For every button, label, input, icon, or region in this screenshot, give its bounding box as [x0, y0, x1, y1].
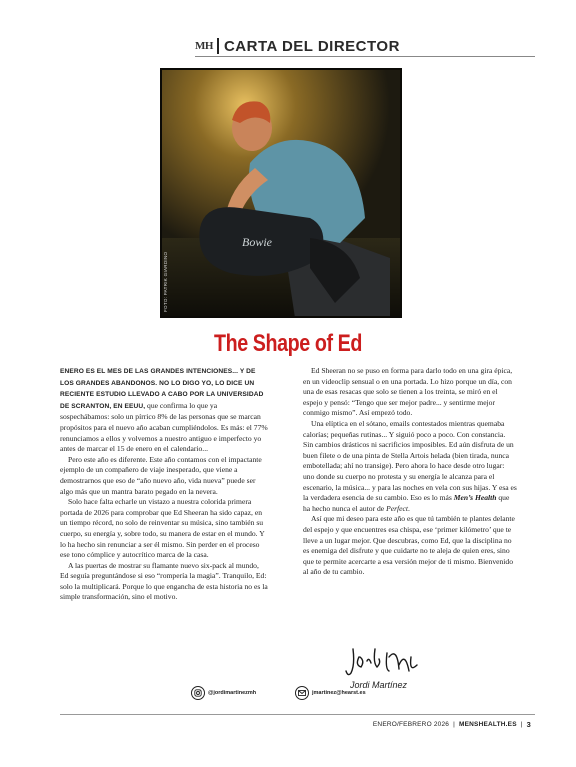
paragraph: Ed Sheeran no se puso en forma para darlo todo en una gira épica, en un videoclip sensual o en una portada. Lo hizo porque un día, con una de esas resacas que solo se tienen a los treinta, se miró en el espejo y pensó: “Tengo que ser mejor padre... y sentirme mejor conmigo mismo”. Así empezó todo.	[303, 366, 513, 418]
email-address: jmartinez@hearst.es	[312, 690, 366, 696]
email-contact[interactable]	[295, 686, 366, 700]
paragraph: A las puertas de mostrar su flamante nuevo six-pack al mundo, Ed seguía preguntándose si eso “rompería la magia”. Tranquilo, Ed: solo la multiplicará. Porque lo que engancha de esta historia no es la simple transformación, sino el motivo.	[60, 560, 268, 602]
signature-name: Jordi Martínez	[350, 680, 408, 690]
header-rule	[195, 56, 535, 57]
footer-separator: |	[453, 721, 455, 728]
paragraph-text: que ha hecho nunca el autor de	[303, 493, 510, 513]
issue-date: ENERO/FEBRERO 2026	[372, 721, 450, 728]
mail-icon	[295, 686, 309, 700]
left-column	[60, 366, 268, 603]
section-title: CARTA DEL DIRECTOR	[223, 37, 400, 55]
cover-photo	[160, 68, 402, 318]
paragraph-text: .	[408, 503, 410, 513]
paragraph: Solo hace falta echarle un vistazo a nuestra colorida primera portada de 2026 para comprobar que Ed Sheeran ha sido capaz, en un tiempo récord, no solo de reinventar su música, sino también su cuerpo, su energía y, sobre todo, su manera de estar en el mundo. Y lo ha hecho sin renunciar a ser él mismo. Sin perder en el proceso ese tono cómplice y autocrítico marca de la casa.	[60, 497, 265, 560]
instagram-handle-text: @jordimartinezmh	[208, 690, 257, 696]
mh-logo: MH	[195, 40, 213, 52]
paragraph-text: Una elíptica en el sótano, emails contestados mientras quemaba calorías; pequeñas rutinas... Y siguió poco a poco. Con constancia. Sin cambios drásticos ni sacrificios imposibles. Ed aún disfruta de un buen filete o de una pinta de Stella Artois helada (bien tirada, nunca embotellada; ahí no transige). Pero ahora lo hace desde otro lugar: uno donde su cuerpo no protesta y su energía le alcanza para el escenario, la música... y para las noches en vela con sus hijas. Y esa es la verdadera esencia de su cambio. Eso es lo más	[303, 418, 517, 503]
website: MENSHEALTH.ES	[459, 721, 517, 728]
paragraph	[60, 366, 268, 455]
album-title: Perfect	[386, 503, 409, 513]
instagram-icon	[191, 686, 205, 700]
page-footer	[373, 720, 531, 729]
paragraph	[303, 419, 517, 514]
page-number: 3	[526, 720, 531, 729]
section-header	[195, 36, 535, 56]
headline: The Shape of Ed	[213, 330, 363, 357]
magazine-name: Men’s Health	[453, 493, 497, 503]
footer-separator: |	[520, 721, 523, 728]
guitar-text: Bowie	[242, 235, 272, 249]
right-column	[303, 366, 517, 578]
paragraph-text: que confirma lo que ya sospechábamos: solo un pírrico 8% de las personas que se marcan propósitos para el nuevo año acaban cumpliéndolos. Es más: el 77% renunciamos a ellos y volvemos a nuestro antiguo e imperfecto yo antes de marcar el 15 de enero en el calendario...	[60, 400, 268, 454]
paragraph: Pero este año es diferente. Este año contamos con el impactante ejemplo de un compañero de viaje inesperado, que viene a demostrarnos que eso de “año nuevo año, vida nueva” puede ser algo más que un mantra barato pegado en la nevera.	[60, 454, 262, 496]
header-divider	[217, 38, 219, 54]
instagram-handle[interactable]	[191, 686, 256, 700]
handwritten-signature	[345, 643, 425, 679]
photo-illustration	[160, 68, 402, 318]
paragraph: Así que mi deseo para este año es que tú también te plantes delante del espejo y que encuentres esa chispa, ese ‘primer kilómetro’ que te lleve a un lugar mejor. Que descubras, como Ed, que la disciplina no es enemiga del disfrute y que cuidarte no te aleja de quien eres, sino que te permite acercarte a esa versión mejor de ti mismo. Bienvenido al año de tu cambio.	[303, 514, 515, 577]
lead-in: ENERO ES EL MES DE LAS GRANDES INTENCIONES... Y DE LOS GRANDES ABANDONOS. NO LO DIGO YO, LO DICE UN RECIENTE ESTUDIO LLEVADO A CABO POR LA UNIVERSIDAD DE SCRANTON, EN EEUU,	[60, 368, 264, 410]
photo-credit: FOTO: PATRIK GIARDINO	[163, 251, 168, 312]
footer-rule	[60, 714, 535, 715]
